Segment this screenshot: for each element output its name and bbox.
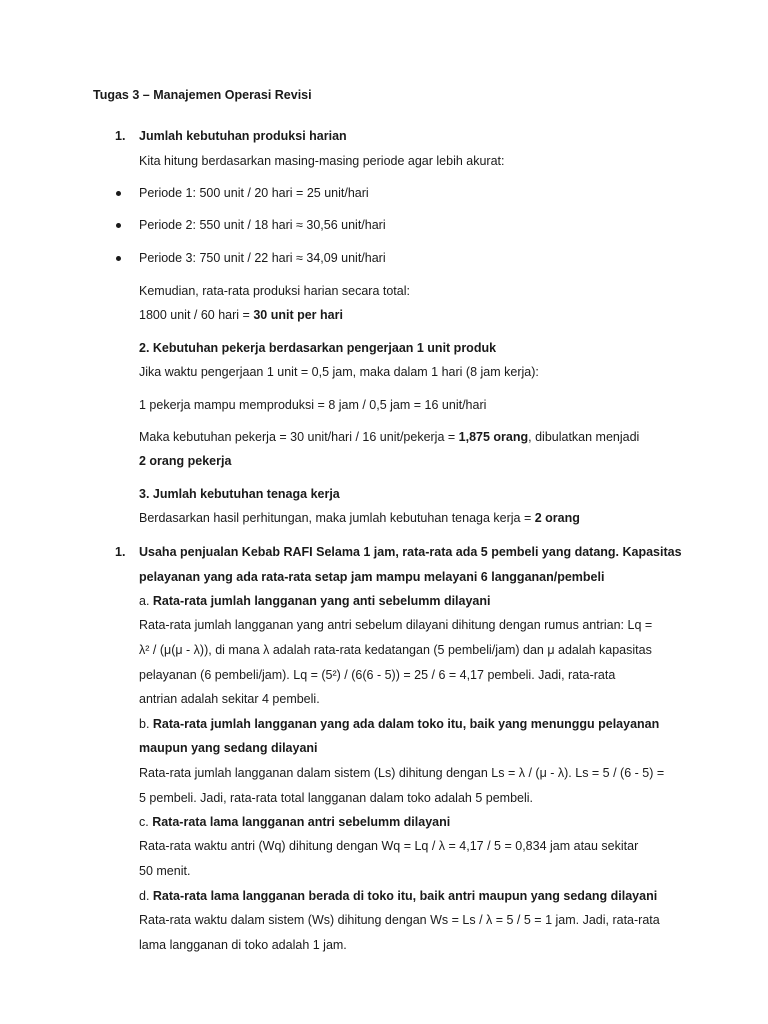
part-a-heading [139,593,491,609]
section1-number: 1. [115,129,126,143]
part-a-label: a. [139,594,153,608]
period-item: Periode 2: 550 unit / 18 hari ≈ 30,56 unit/hari [139,218,386,232]
section1-intro: Kita hitung berdasarkan masing-masing periode agar lebih akurat: [139,154,505,168]
part-a-line: λ² / (μ(μ - λ)), di mana λ adalah rata-rata kedatangan (5 pembeli/jam) dan μ adalah kapasitas [139,643,652,657]
part-d-title: Rata-rata lama langganan berada di toko itu, baik antri maupun yang sedang dilayani [152,889,658,903]
document-title: Tugas 3 – Manajemen Operasi Revisi [93,88,312,102]
total-intro: Kemudian, rata-rata produksi harian secara total: [139,284,410,298]
section3-line [139,510,580,526]
section1-heading: Jumlah kebutuhan produksi harian [139,129,347,143]
part-b-line: 5 pembeli. Jadi, rata-rata total langganan dalam toko adalah 5 pembeli. [139,791,534,805]
question-heading-line2: pelayanan yang ada rata-rata setap jam mampu melayani 6 langganan/pembeli [139,570,605,584]
part-a-line: pelayanan (6 pembeli/jam). Lq = (5²) / (6(6 - 5)) = 25 / 6 = 4,17 pembeli. Jadi, rata-rata [139,668,616,682]
total-result: 30 unit per hari [253,308,343,322]
part-b-title-line2: maupun yang sedang dilayani [139,741,318,755]
section2-result: 2 orang pekerja [139,454,232,468]
section2-line3-text: Maka kebutuhan pekerja = 30 unit/hari / 16 unit/pekerja = [139,430,459,444]
bullet-icon [116,191,121,196]
question-heading-line1: Usaha penjualan Kebab RAFI Selama 1 jam, rata-rata ada 5 pembeli yang datang. Kapasitas [139,545,682,559]
section2-line2: 1 pekerja mampu memproduksi = 8 jam / 0,5 jam = 16 unit/hari [139,398,487,412]
part-b-heading [139,716,659,732]
total-text: 1800 unit / 60 hari = [139,308,254,322]
section3-text: Berdasarkan hasil perhitungan, maka jumlah kebutuhan tenaga kerja = [139,511,535,525]
section2-heading: 2. Kebutuhan pekerja berdasarkan pengerjaan 1 unit produk [139,341,497,355]
section2-line3 [139,429,639,445]
part-a-line: Rata-rata jumlah langganan yang antri sebelum dilayani dihitung dengan rumus antrian: Lq = [139,618,653,632]
part-b-label: b. [139,717,153,731]
part-a-title: Rata-rata jumlah langganan yang anti sebelumm dilayani [152,594,491,608]
part-c-label: c. [139,815,153,829]
bullet-icon [116,256,121,261]
section2-line3-tail: , dibulatkan menjadi [528,430,640,444]
part-a-line: antrian adalah sekitar 4 pembeli. [139,692,320,706]
part-d-heading [139,888,657,904]
period-item: Periode 3: 750 unit / 22 hari ≈ 34,09 unit/hari [139,251,386,265]
total-line [139,307,343,323]
period-item: Periode 1: 500 unit / 20 hari = 25 unit/hari [139,186,369,200]
question-number: 1. [115,545,126,559]
section2-line3-result: 1,875 orang [458,430,529,444]
part-b-title: Rata-rata jumlah langganan yang ada dalam toko itu, baik yang menunggu pelayanan [152,717,660,731]
part-c-line: Rata-rata waktu antri (Wq) dihitung dengan Wq = Lq / λ = 4,17 / 5 = 0,834 jam atau sekitar [139,839,639,853]
part-b-line: Rata-rata jumlah langganan dalam sistem (Ls) dihitung dengan Ls = λ / (μ - λ). Ls = 5 / (6 - 5) = [139,766,665,780]
part-c-line: 50 menit. [139,864,191,878]
section3-heading: 3. Jumlah kebutuhan tenaga kerja [139,487,340,501]
part-d-label: d. [139,889,153,903]
section3-result: 2 orang [534,511,580,525]
part-d-line: lama langganan di toko adalah 1 jam. [139,938,347,952]
bullet-icon [116,223,121,228]
part-c-heading [139,814,450,830]
section2-line1: Jika waktu pengerjaan 1 unit = 0,5 jam, maka dalam 1 hari (8 jam kerja): [139,365,539,379]
part-c-title: Rata-rata lama langganan antri sebelumm dilayani [152,815,451,829]
part-d-line: Rata-rata waktu dalam sistem (Ws) dihitung dengan Ws = Ls / λ = 5 / 5 = 1 jam. Jadi, rata-rata [139,913,660,927]
